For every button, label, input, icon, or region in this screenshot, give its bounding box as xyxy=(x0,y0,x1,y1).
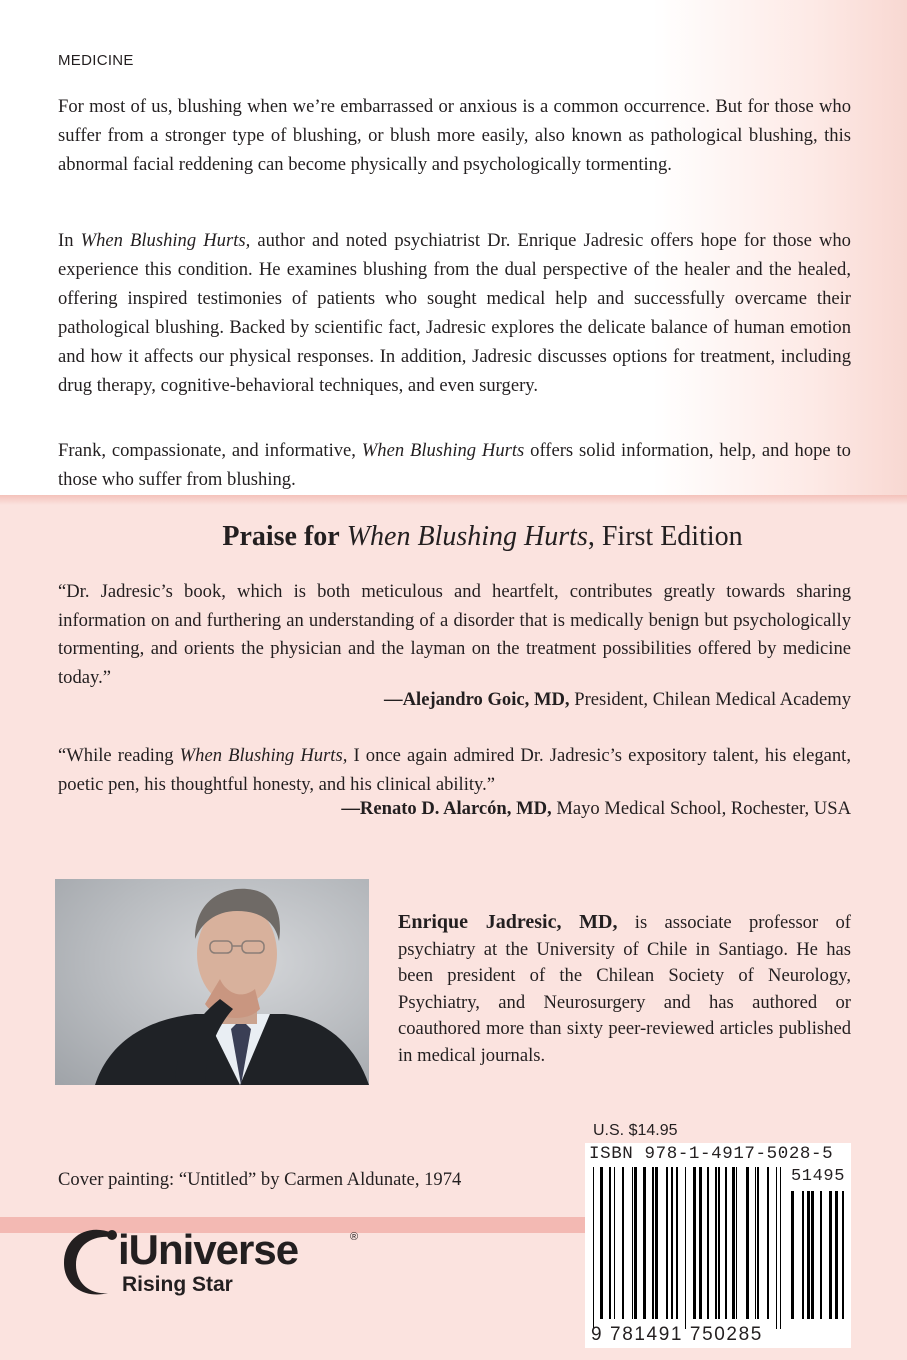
book-title: When Blushing Hurts xyxy=(361,440,525,461)
price-addon-digits: 51495 xyxy=(791,1167,846,1186)
description-paragraph-2: In When Blushing Hurts, author and noted psychiatrist Dr. Enrique Jadresic offers hope for those who experience this condition. He examines blushing from the dual perspective of the healer and the healed, offering inspired testimonies of patients who sought medical help and successfully overcame their pathological blushing. Backed by scientific fact, Jadresic explores the delicate balance of human emotion and how it affects our physical responses. In addition, Jadresic discusses options for treatment, including drug therapy, cognitive-behavioral techniques, and even surgery. xyxy=(58,230,851,396)
barcode-bar xyxy=(776,1167,777,1329)
barcode-bar xyxy=(736,1167,737,1319)
publisher-imprint: Rising Star xyxy=(122,1273,233,1296)
barcode-bar xyxy=(746,1167,749,1319)
category-label: MEDICINE xyxy=(58,52,134,69)
barcode-bar xyxy=(767,1167,769,1319)
praise-attribution-2: —Renato D. Alarcón, MD, Mayo Medical School, Rochester, USA xyxy=(341,798,851,819)
barcode-bar xyxy=(707,1167,709,1319)
barcode-bar xyxy=(807,1191,810,1319)
barcode-bar xyxy=(632,1167,633,1319)
barcode-bar xyxy=(802,1191,804,1319)
barcode-bar xyxy=(725,1167,727,1319)
barcode-bar xyxy=(685,1167,686,1329)
barcode-bar xyxy=(676,1167,678,1319)
barcode-bar xyxy=(693,1167,696,1319)
description-paragraph-3: Frank, compassionate, and informative, When Blushing Hurts offers solid information, help, and hope to those who suffer from blushing. xyxy=(58,440,851,490)
barcode-bar xyxy=(655,1167,658,1319)
barcode-bar xyxy=(600,1167,603,1319)
author-bio: Enrique Jadresic, MD, is associate professor of psychiatry at the University of Chile in Santiago. He has been president of the Chilean Society of Neurology, Psychiatry, and Neurosurgery and has authored or coauthored more than sixty peer-reviewed articles published in medical journals. xyxy=(398,911,851,1066)
barcode-bar xyxy=(842,1191,844,1319)
barcode-bar xyxy=(820,1191,822,1319)
description-paragraph-1: For most of us, blushing when we’re embarrassed or anxious is a common occurrence. But for those who suffer from a stronger type of blushing, or blush more easily, also known as pathological blushing, this abnormal facial reddening can become physically and psychologically tormenting. xyxy=(58,96,851,175)
isbn-label: ISBN 978-1-4917-5028-5 xyxy=(589,1144,834,1164)
publisher-name: iUniverse xyxy=(118,1226,299,1273)
barcode-bar xyxy=(732,1167,735,1319)
barcode-bar xyxy=(715,1167,717,1319)
barcode-bar xyxy=(652,1167,654,1319)
barcode-bar xyxy=(643,1167,646,1319)
barcode-bar xyxy=(699,1167,702,1319)
registered-mark: ® xyxy=(350,1231,359,1243)
barcode-bar xyxy=(634,1167,637,1319)
barcode-bar xyxy=(780,1167,781,1329)
book-title: When Blushing Hurts, xyxy=(80,230,251,251)
barcode-bar xyxy=(609,1167,611,1319)
barcode-bar xyxy=(757,1167,759,1319)
barcode-bar xyxy=(666,1167,668,1319)
publisher-logo xyxy=(60,1223,400,1309)
panel-divider xyxy=(0,495,907,505)
barcode-bar xyxy=(835,1191,838,1319)
praise-attribution-1: —Alejandro Goic, MD, President, Chilean Medical Academy xyxy=(384,689,851,710)
barcode-bar xyxy=(671,1167,673,1319)
barcode-bar xyxy=(829,1191,832,1319)
barcode-bar xyxy=(811,1191,814,1319)
praise-quote-1: “Dr. Jadresic’s book, which is both meticulous and heartfelt, contributes greatly towards sharing information on and furthering an understanding of a disorder that is medically benign but psychologically tormenting, and orients the physician and the layman on the treatment possibilities offered by medicine today.” xyxy=(58,581,851,688)
barcode-bar xyxy=(718,1167,720,1319)
ean-digits: 9 781491 750285 xyxy=(591,1324,763,1345)
barcode-bar xyxy=(791,1191,794,1319)
iuniverse-swirl-icon xyxy=(60,1223,122,1309)
praise-quote-2: “While reading When Blushing Hurts, I once again admired Dr. Jadresic’s expository talent, his elegant, poetic pen, his thoughtful honesty, and his clinical ability.” xyxy=(58,745,851,795)
barcode-bar xyxy=(755,1167,756,1319)
cover-credit: Cover painting: “Untitled” by Carmen Aldunate, 1974 xyxy=(58,1169,462,1190)
price-label: U.S. $14.95 xyxy=(593,1122,678,1139)
barcode-bar xyxy=(614,1167,615,1319)
barcode-bar xyxy=(622,1167,624,1319)
author-photo xyxy=(55,879,369,1085)
author-name: Enrique Jadresic, MD, xyxy=(398,911,618,933)
praise-heading: Praise for When Blushing Hurts, First Edition xyxy=(222,521,743,552)
barcode-bar xyxy=(593,1167,594,1329)
